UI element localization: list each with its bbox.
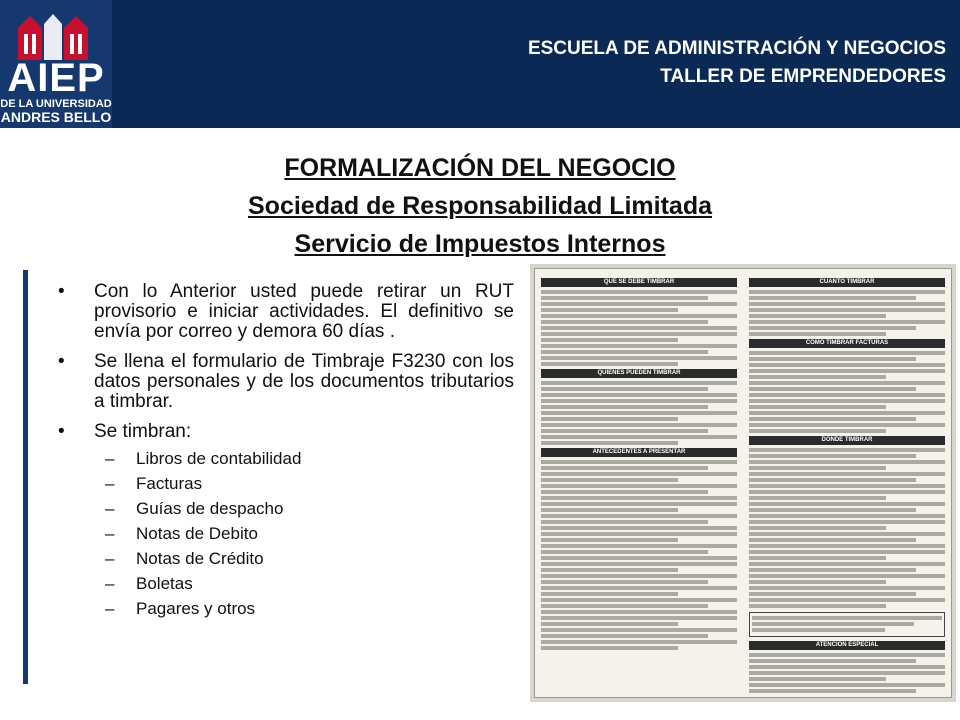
bullet-item: • Se llena el formulario de Timbraje F3230 con los datos personales y de los documentos tributarios a timbrar.	[58, 351, 514, 412]
title-sub-1: Sociedad de Responsabilidad Limitada	[248, 192, 712, 220]
brochure-heading: COMO TIMBRAR FACTURAS	[749, 339, 945, 348]
header-bar	[0, 0, 960, 128]
sub-item: – Guías de despacho	[105, 499, 284, 518]
title-sub-2: Servicio de Impuestos Internos	[294, 230, 666, 258]
accent-divider	[23, 270, 28, 684]
bullet-list	[58, 282, 514, 621]
sub-item: – Notas de Debito	[105, 524, 258, 543]
logo-subtitle-1: DE LA UNIVERSIDAD	[0, 98, 112, 110]
sub-item: – Boletas	[105, 574, 193, 593]
bullet-item: • Se timbran:	[58, 421, 192, 442]
bullet-item: • Con lo Anterior usted puede retirar un RUT provisorio e iniciar actividades. El definitivo se envía por correo y demora 60 días .	[58, 281, 514, 342]
bullet-icon: •	[58, 421, 65, 442]
school-name: ESCUELA DE ADMINISTRACIÓN Y NEGOCIOS	[527, 38, 946, 59]
sub-item: – Notas de Crédito	[105, 549, 264, 568]
logo-subtitle-2: ANDRES BELLO	[0, 109, 112, 125]
brochure-heading: ANTECEDENTES A PRESENTAR	[541, 448, 737, 457]
building-crest-icon	[10, 10, 96, 60]
brochure-heading: QUE SE DEBE TIMBRAR	[541, 278, 737, 287]
sii-brochure-image	[534, 268, 952, 698]
brochure-heading: DONDE TIMBRAR	[749, 436, 945, 445]
sub-item: – Libros de contabilidad	[105, 449, 302, 468]
brochure-right-column	[749, 275, 945, 695]
sub-item: – Pagares y otros	[105, 599, 256, 618]
brochure-heading: QUIENES PUEDEN TIMBRAR	[541, 369, 737, 378]
brochure-note-box	[749, 612, 945, 637]
bullet-icon: •	[58, 351, 65, 372]
brochure-left-column	[541, 275, 737, 652]
logo-text: AIEP	[7, 56, 105, 100]
workshop-name: TALLER DE EMPRENDEDORES	[660, 66, 946, 87]
title-main: FORMALIZACIÓN DEL NEGOCIO	[284, 154, 676, 182]
brochure-heading: CUANTO TIMBRAR	[749, 278, 945, 287]
aiep-logo	[0, 0, 114, 128]
bullet-icon: •	[58, 281, 65, 302]
brochure-heading: ATENCION ESPECIAL	[749, 641, 945, 650]
sub-item: – Facturas	[105, 474, 203, 493]
